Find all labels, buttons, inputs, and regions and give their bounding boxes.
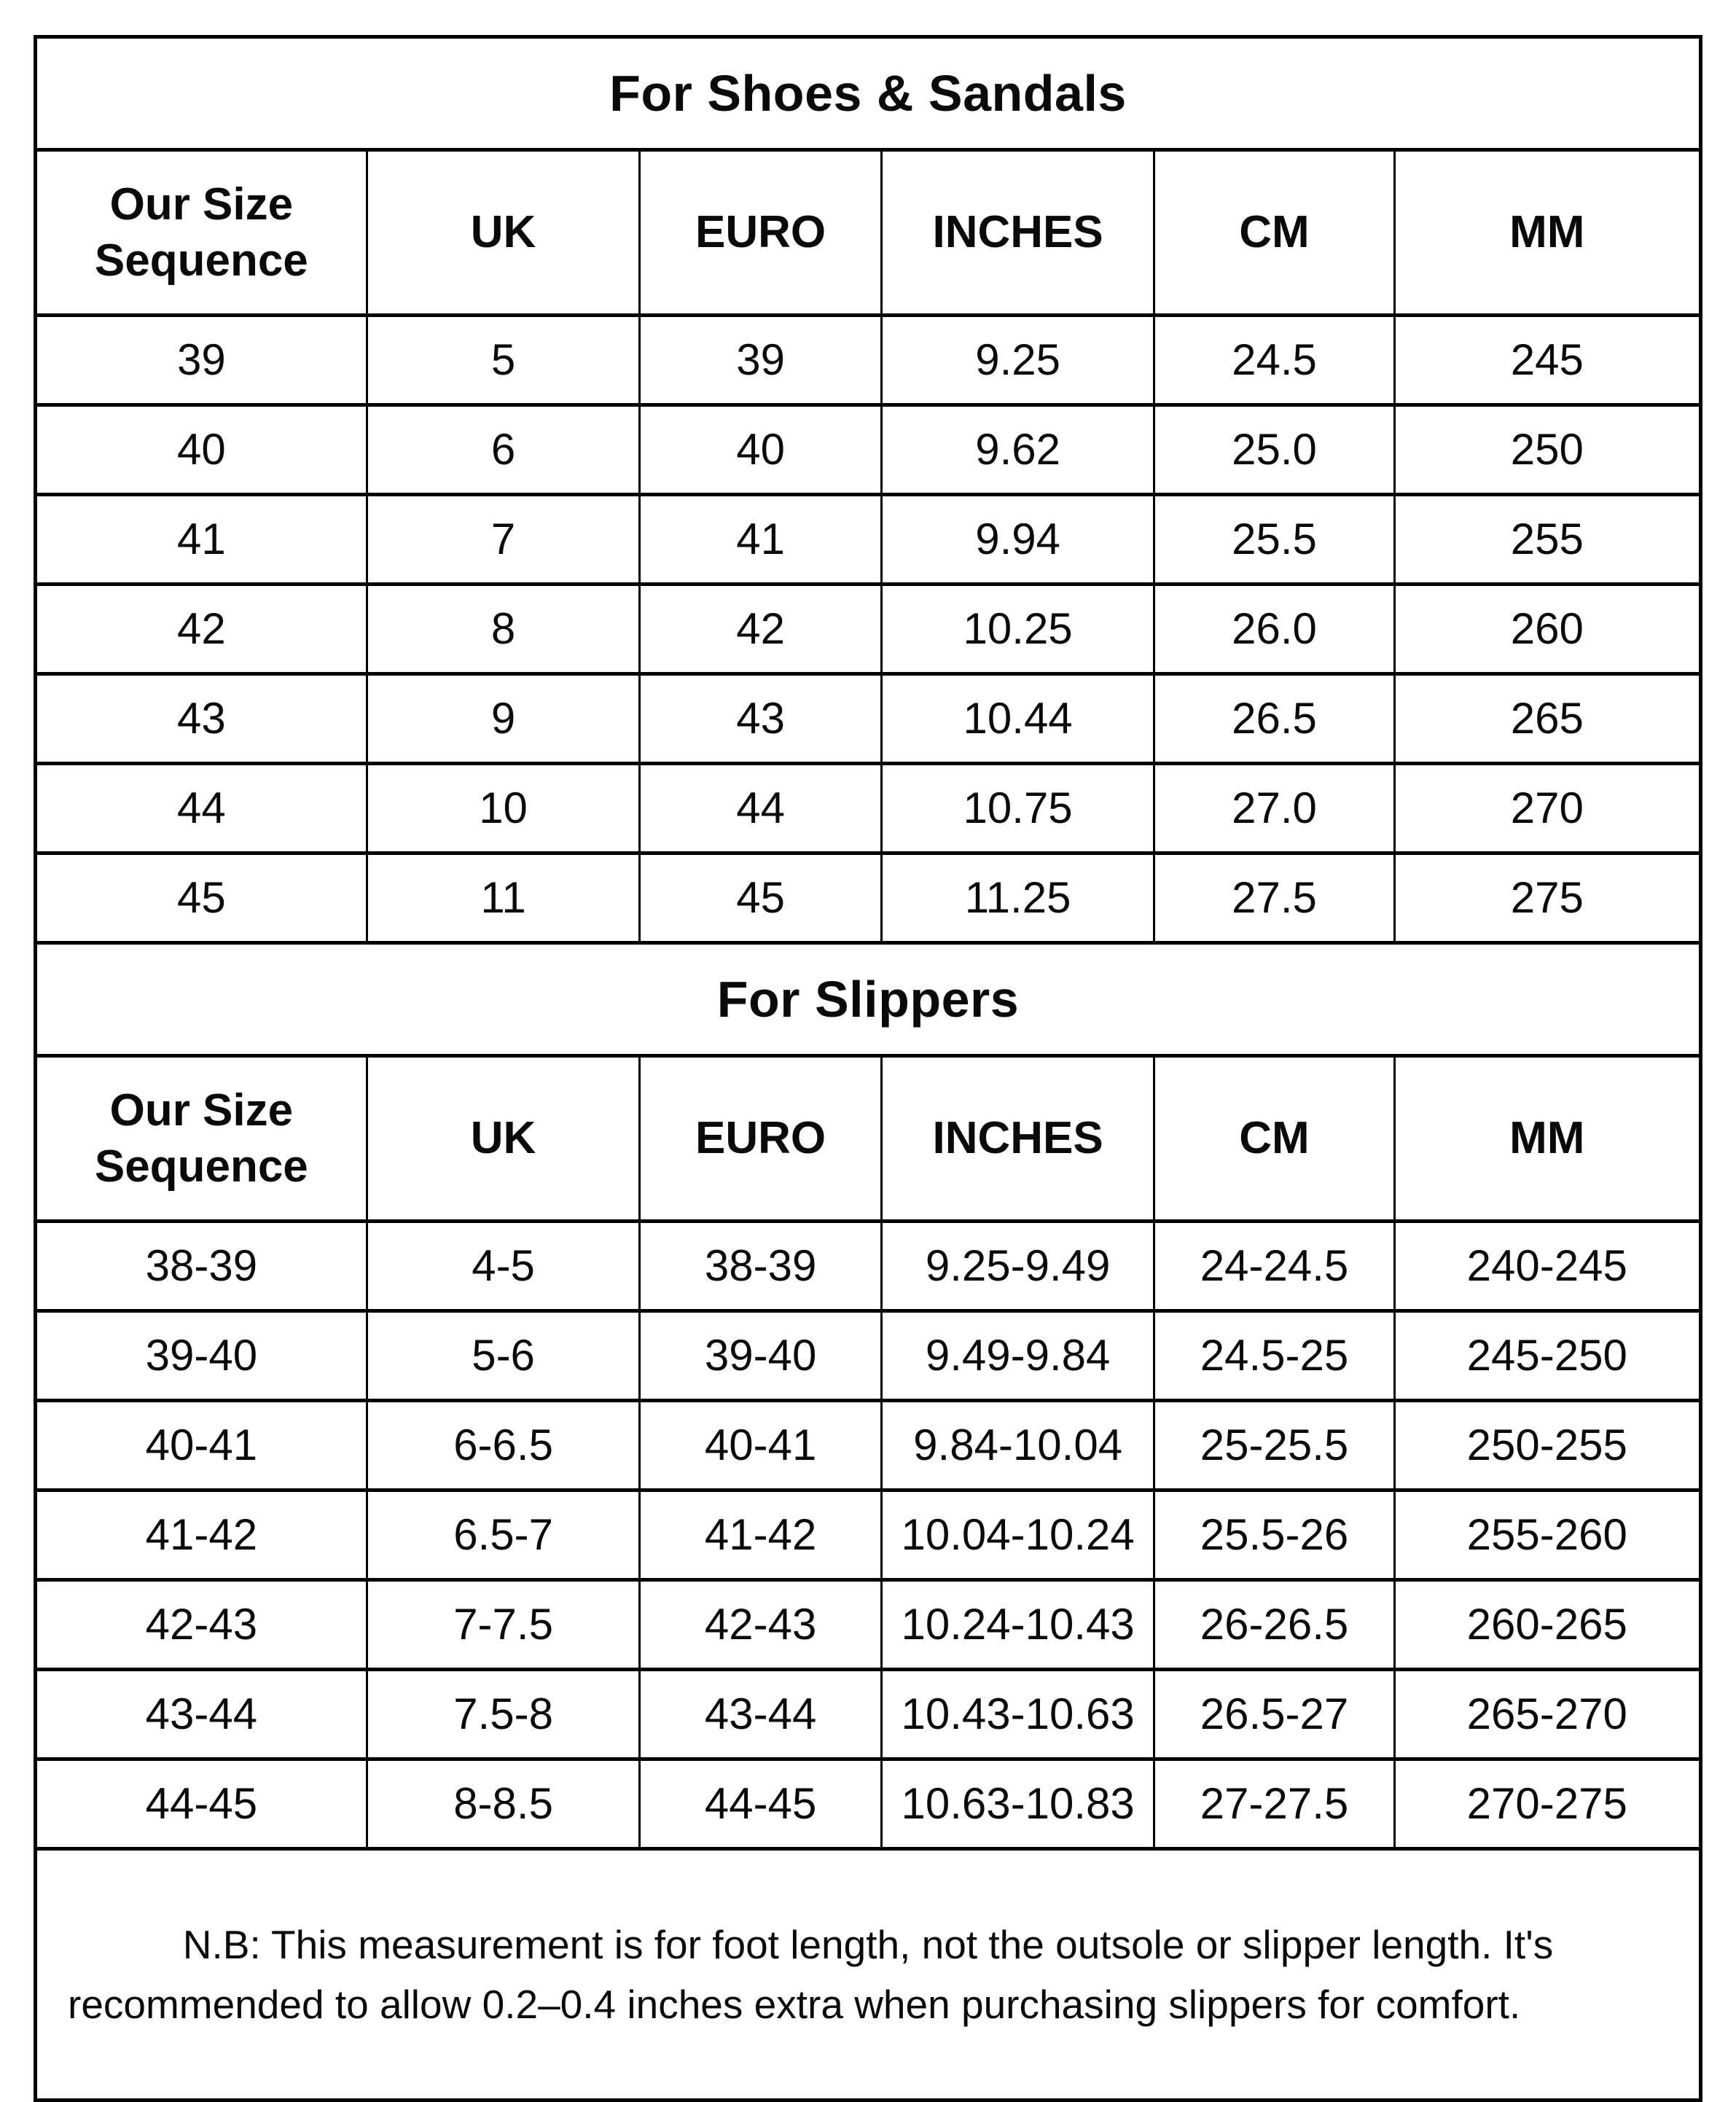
table-cell: 41	[36, 495, 367, 585]
table-cell: 270	[1394, 764, 1700, 853]
table-cell: 25-25.5	[1154, 1401, 1394, 1490]
table-cell: 42-43	[36, 1580, 367, 1670]
table-cell: 24.5	[1154, 316, 1394, 405]
table-cell: 255	[1394, 495, 1700, 585]
table-row	[36, 405, 1701, 495]
table-cell: 27.5	[1154, 853, 1394, 943]
table-cell: 9.84-10.04	[881, 1401, 1154, 1490]
column-header-inches: INCHES	[881, 1056, 1154, 1222]
table-row	[36, 316, 1701, 405]
table-cell: 10.24-10.43	[881, 1580, 1154, 1670]
table-cell: 41	[640, 495, 881, 585]
column-header-size-sequence: Our Size Sequence	[36, 1056, 367, 1222]
table-row	[36, 1490, 1701, 1580]
table-row	[36, 585, 1701, 674]
table-cell: 265-270	[1394, 1670, 1700, 1759]
table-row	[36, 1849, 1701, 2101]
table-cell: 250-255	[1394, 1401, 1700, 1490]
table-cell: 9.94	[881, 495, 1154, 585]
table-cell: 44	[36, 764, 367, 853]
table-cell: 45	[640, 853, 881, 943]
table-cell: 43-44	[640, 1670, 881, 1759]
table-cell: 7-7.5	[367, 1580, 640, 1670]
table-row	[36, 1580, 1701, 1670]
table-cell: 6.5-7	[367, 1490, 640, 1580]
table-cell: 5	[367, 316, 640, 405]
table-cell: 9.25-9.49	[881, 1222, 1154, 1311]
table-cell: 11.25	[881, 853, 1154, 943]
table-cell: 26.5-27	[1154, 1670, 1394, 1759]
table-cell: 9.49-9.84	[881, 1311, 1154, 1401]
table-row	[36, 495, 1701, 585]
column-header-cm: CM	[1154, 1056, 1394, 1222]
table-row	[36, 1311, 1701, 1401]
table-cell: 6-6.5	[367, 1401, 640, 1490]
table-cell: 25.5	[1154, 495, 1394, 585]
table-cell: 43	[640, 674, 881, 764]
table-cell: 42-43	[640, 1580, 881, 1670]
table-row	[36, 1759, 1701, 1849]
table-cell: 26-26.5	[1154, 1580, 1394, 1670]
table-row	[36, 853, 1701, 943]
table-cell: 43	[36, 674, 367, 764]
column-header-uk: UK	[367, 150, 640, 316]
column-header-uk: UK	[367, 1056, 640, 1222]
table-cell: 275	[1394, 853, 1700, 943]
table-cell: 25.0	[1154, 405, 1394, 495]
table-cell: 10.25	[881, 585, 1154, 674]
column-header-mm: MM	[1394, 1056, 1700, 1222]
table-cell: 25.5-26	[1154, 1490, 1394, 1580]
table-row	[36, 674, 1701, 764]
table-cell: 6	[367, 405, 640, 495]
table-cell: 260	[1394, 585, 1700, 674]
table-cell: 44-45	[36, 1759, 367, 1849]
table-cell: 270-275	[1394, 1759, 1700, 1849]
column-header-mm: MM	[1394, 150, 1700, 316]
table-cell: 40-41	[640, 1401, 881, 1490]
table-row	[36, 1056, 1701, 1222]
table-cell: 9.62	[881, 405, 1154, 495]
table-cell: 7	[367, 495, 640, 585]
table-cell: 40	[640, 405, 881, 495]
table-cell: 245	[1394, 316, 1700, 405]
table-cell: 8-8.5	[367, 1759, 640, 1849]
table-cell: 245-250	[1394, 1311, 1700, 1401]
column-header-inches: INCHES	[881, 150, 1154, 316]
table-row	[36, 1401, 1701, 1490]
column-header-euro: EURO	[640, 1056, 881, 1222]
table-cell: 27.0	[1154, 764, 1394, 853]
table-cell: 44	[640, 764, 881, 853]
table-cell: 41-42	[640, 1490, 881, 1580]
table-cell: 260-265	[1394, 1580, 1700, 1670]
table-cell: 10.75	[881, 764, 1154, 853]
size-chart-table	[34, 35, 1702, 2102]
table-cell: 240-245	[1394, 1222, 1700, 1311]
table-cell: 11	[367, 853, 640, 943]
table-cell: 38-39	[36, 1222, 367, 1311]
table-cell: 26.0	[1154, 585, 1394, 674]
table-cell: 250	[1394, 405, 1700, 495]
column-header-euro: EURO	[640, 150, 881, 316]
table-cell: 40-41	[36, 1401, 367, 1490]
section-title-shoes-sandals: For Shoes & Sandals	[36, 37, 1701, 150]
table-cell: 10.44	[881, 674, 1154, 764]
table-row	[36, 764, 1701, 853]
table-cell: 5-6	[367, 1311, 640, 1401]
table-cell: 26.5	[1154, 674, 1394, 764]
table-cell: 10.63-10.83	[881, 1759, 1154, 1849]
table-cell: 39	[36, 316, 367, 405]
table-cell: 42	[640, 585, 881, 674]
table-cell: 7.5-8	[367, 1670, 640, 1759]
table-cell: 4-5	[367, 1222, 640, 1311]
table-cell: 42	[36, 585, 367, 674]
column-header-size-sequence: Our Size Sequence	[36, 150, 367, 316]
table-cell: 10.04-10.24	[881, 1490, 1154, 1580]
table-row	[36, 150, 1701, 316]
table-cell: 8	[367, 585, 640, 674]
section-title-slippers: For Slippers	[36, 943, 1701, 1056]
table-cell: 24.5-25	[1154, 1311, 1394, 1401]
table-cell: 38-39	[640, 1222, 881, 1311]
column-header-cm: CM	[1154, 150, 1394, 316]
table-cell: 40	[36, 405, 367, 495]
table-cell: 10.43-10.63	[881, 1670, 1154, 1759]
table-cell: 44-45	[640, 1759, 881, 1849]
table-cell: 41-42	[36, 1490, 367, 1580]
table-cell: 9.25	[881, 316, 1154, 405]
table-cell: 43-44	[36, 1670, 367, 1759]
table-cell: 39	[640, 316, 881, 405]
table-cell: 45	[36, 853, 367, 943]
note-text: N.B: This measurement is for foot length, not the outsole or slipper length. It's recommended to allow 0.2–0.4 inches extra when purchasing slippers for comfort.	[36, 1849, 1701, 2101]
table-row	[36, 1222, 1701, 1311]
table-cell: 39-40	[36, 1311, 367, 1401]
table-cell: 255-260	[1394, 1490, 1700, 1580]
table-cell: 10	[367, 764, 640, 853]
table-row	[36, 943, 1701, 1056]
table-cell: 27-27.5	[1154, 1759, 1394, 1849]
table-row	[36, 1670, 1701, 1759]
table-cell: 39-40	[640, 1311, 881, 1401]
table-cell: 24-24.5	[1154, 1222, 1394, 1311]
table-cell: 265	[1394, 674, 1700, 764]
table-row	[36, 37, 1701, 150]
table-cell: 9	[367, 674, 640, 764]
